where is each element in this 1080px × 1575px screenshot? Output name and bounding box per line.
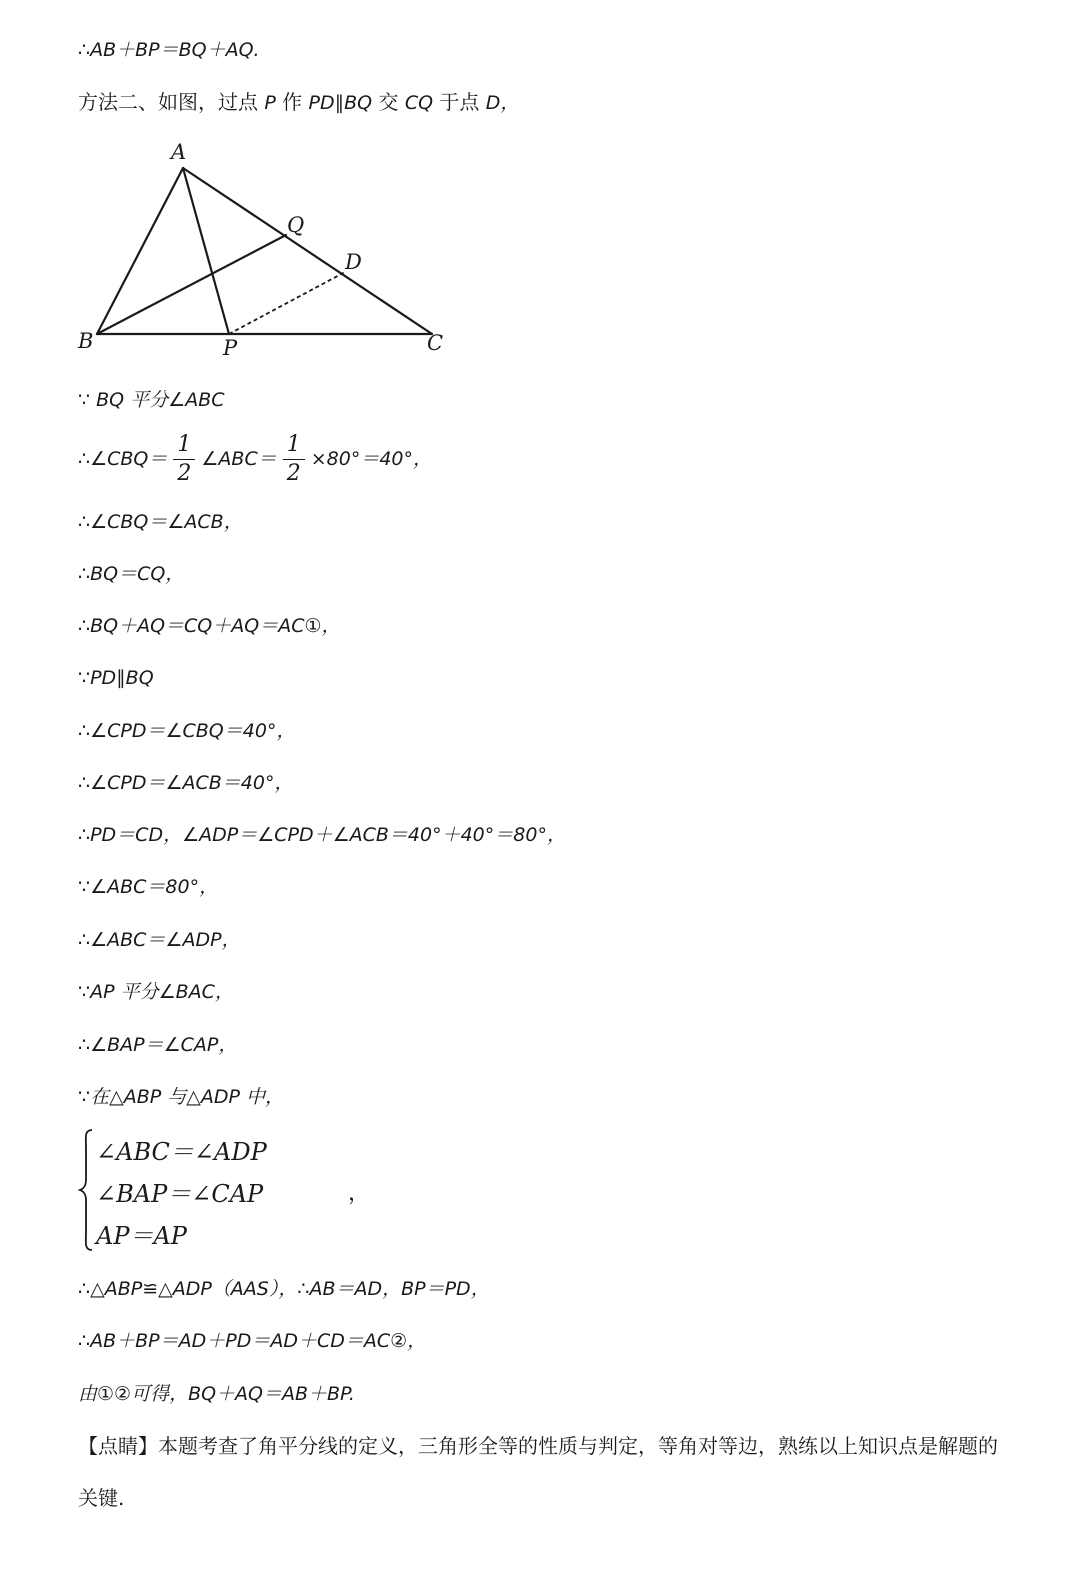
fraction-half-2 xyxy=(283,433,305,486)
proof-line-1: ∴AB＋BP＝BQ＋AQ. xyxy=(78,39,260,61)
proof-line-19: 由①②可得，BQ＋AQ＝AB＋BP. xyxy=(78,1383,355,1405)
intro-text-4: 于点 xyxy=(433,90,486,114)
segment-cq-ref: CQ xyxy=(404,92,434,114)
segment-bq xyxy=(97,235,286,334)
system-row-2: ∠BAP＝∠CAP xyxy=(96,1180,264,1208)
proof-line-12: ∵∠ABC＝80°， xyxy=(78,876,219,898)
system-row-1: ∠ABC＝∠ADP xyxy=(96,1138,267,1166)
parallel-ref: PD∥BQ xyxy=(308,92,373,114)
label-d: D xyxy=(345,250,362,274)
segment-pd-dashed xyxy=(229,272,345,334)
label-p: P xyxy=(223,336,238,360)
intro-text-1: 方法二、如图，过点 xyxy=(78,90,265,114)
point-p-ref: P xyxy=(264,92,276,114)
label-b: B xyxy=(78,329,94,353)
fraction-numerator: 1 xyxy=(283,433,305,460)
proof-line-13: ∴∠ABC＝∠ADP， xyxy=(78,929,241,951)
point-d-ref: D， xyxy=(485,92,520,114)
fraction-numerator: 1 xyxy=(173,433,195,460)
left-brace-icon xyxy=(78,1128,94,1252)
angle-cbq-eq: ∴∠CBQ＝ xyxy=(78,448,168,470)
proof-line-14: ∵AP 平分∠BAC， xyxy=(78,981,234,1003)
intro-text-2: 作 xyxy=(275,90,309,114)
proof-line-18: ∴AB＋BP＝AD＋PD＝AD＋CD＝AC②， xyxy=(78,1330,427,1352)
angle-abc-eq: ∠ABC＝ xyxy=(201,448,277,470)
side-ac xyxy=(183,168,432,334)
side-ab xyxy=(97,168,183,334)
proof-line-3: ∵ BQ 平分∠ABC xyxy=(78,389,225,411)
proof-line-15: ∴∠BAP＝∠CAP， xyxy=(78,1034,238,1056)
proof-line-11: ∴PD＝CD，∠ADP＝∠CPD＋∠ACB＝40°＋40°＝80°， xyxy=(78,824,566,846)
proof-line-5: ∴∠CBQ＝∠ACB， xyxy=(78,511,243,533)
proof-line-6: ∴BQ＝CQ， xyxy=(78,563,185,585)
congruence-system xyxy=(78,1128,398,1252)
proof-line-4 xyxy=(78,430,432,488)
proof-line-17: ∴△ABP≌△ADP（AAS），∴AB＝AD，BP＝PD， xyxy=(78,1278,490,1300)
system-comma: ， xyxy=(348,1181,371,1206)
system-row-3: AP＝AP xyxy=(96,1222,187,1250)
proof-line-9: ∴∠CPD＝∠CBQ＝40°， xyxy=(78,720,296,742)
method-two-intro xyxy=(78,88,519,117)
fraction-denominator: 2 xyxy=(286,461,301,486)
key-point-note: 【点睛】本题考查了角平分线的定义，三角形全等的性质与判定，等角对等边，熟练以上知识点是解题的关键. xyxy=(78,1434,998,1510)
proof-line-10: ∴∠CPD＝∠ACB＝40°， xyxy=(78,772,294,794)
label-a: A xyxy=(171,140,187,164)
fraction-denominator: 2 xyxy=(177,461,192,486)
proof-line-16: ∵在△ABP 与△ADP 中， xyxy=(78,1086,284,1108)
times-eighty: ×80°＝40°， xyxy=(310,448,433,470)
intro-text-3: 交 xyxy=(372,90,405,114)
triangle-figure xyxy=(70,138,460,370)
proof-line-7: ∴BQ＋AQ＝CQ＋AQ＝AC①， xyxy=(78,615,341,637)
proof-line-8: ∵PD∥BQ xyxy=(78,667,154,689)
fraction-half-1 xyxy=(173,433,195,486)
label-q: Q xyxy=(287,213,305,237)
label-c: C xyxy=(427,331,444,355)
